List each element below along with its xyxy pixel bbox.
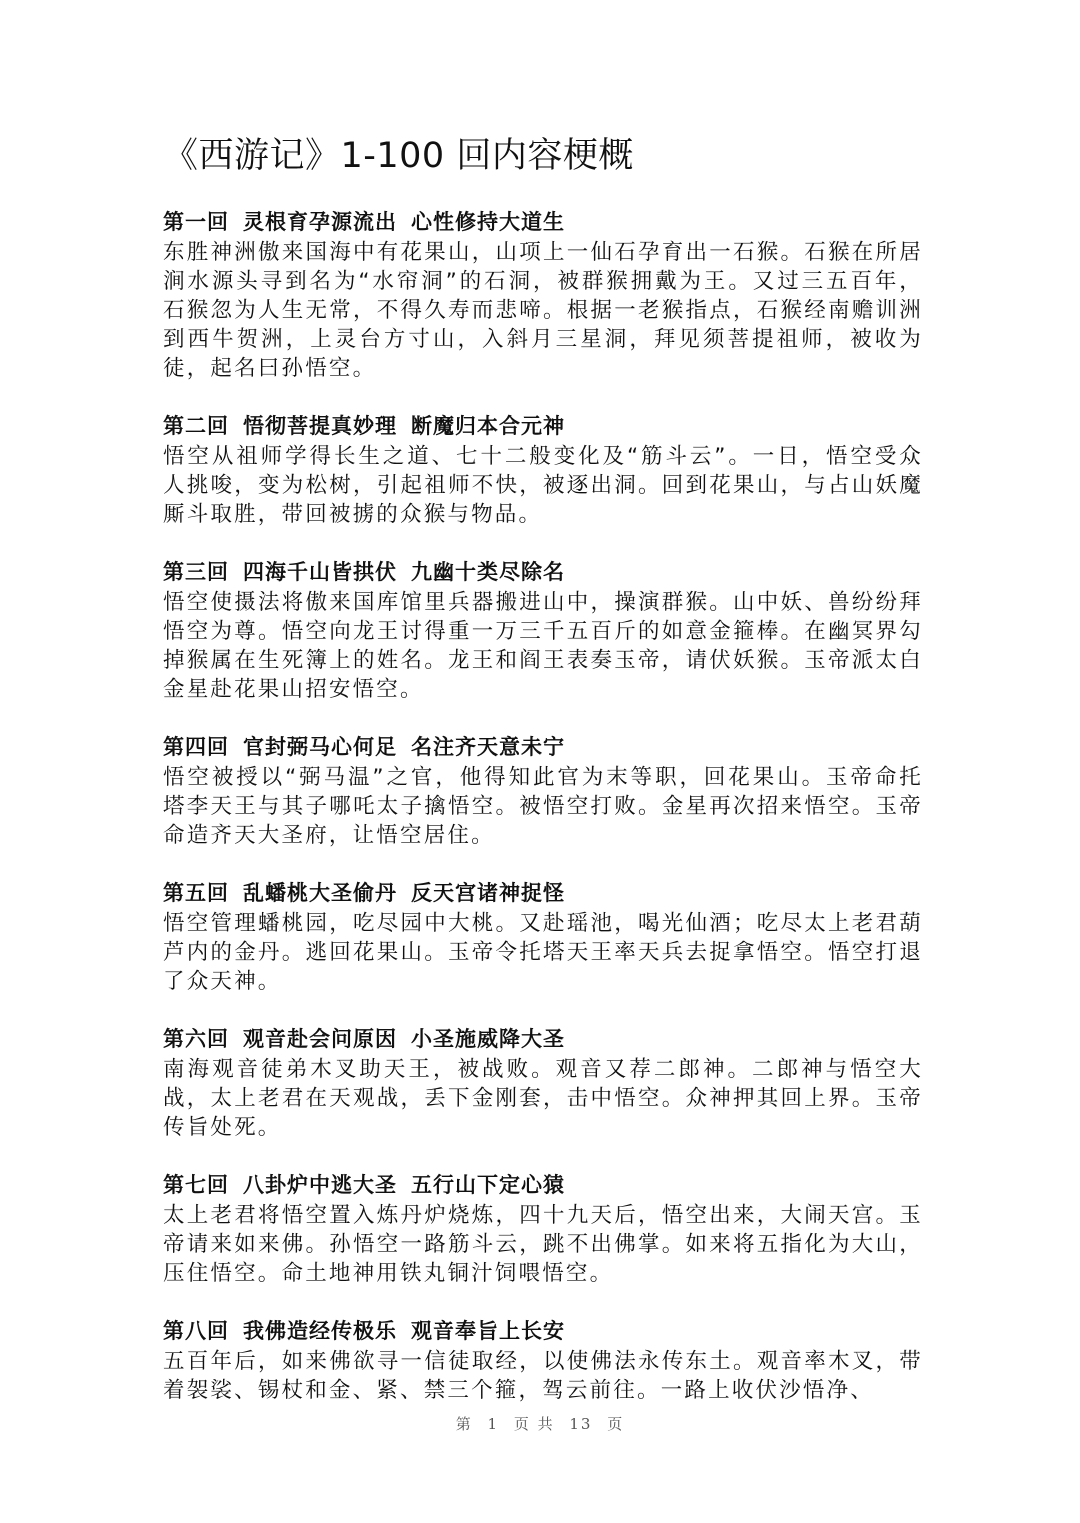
chapter-summary: 悟空从祖师学得长生之道、七十二般变化及“筋斗云”。一日，悟空受众人挑唆，变为松树，引起祖师不快，被逐出洞。回到花果山，与占山妖魔厮斗取胜，带回被掳的众猴与物品。 — [163, 444, 923, 527]
chapter-title-line-a: 观音赴会问原因 — [243, 1027, 397, 1051]
chapter-summary: 悟空被授以“弼马温”之官，他得知此官为末等职，回花果山。玉帝命托塔李天王与其子哪吒太子擒悟空。被悟空打败。金星再次招来悟空。玉帝命造齐天大圣府，让悟空居住。 — [163, 765, 923, 848]
chapter-title-line-a: 悟彻菩提真妙理 — [243, 414, 397, 438]
chapter-title-line-b: 观音奉旨上长安 — [411, 1319, 565, 1343]
chapter-heading — [163, 1023, 923, 1055]
chapter-heading — [163, 410, 923, 442]
total-page-count: 13 — [569, 1415, 593, 1433]
chapter-number: 第一回 — [163, 210, 229, 234]
chapter-number: 第七回 — [163, 1173, 229, 1197]
chapter-title-line-b: 反天宫诸神捉怪 — [411, 881, 565, 905]
chapter-number: 第八回 — [163, 1319, 229, 1343]
page-footer — [0, 1413, 1080, 1434]
chapter-title-line-a: 灵根育孕源流出 — [243, 210, 397, 234]
chapter-section — [163, 731, 923, 850]
chapter-summary: 五百年后，如来佛欲寻一信徒取经，以使佛法永传东土。观音率木叉，带着袈裟、锡杖和金、紧、禁三个箍，驾云前往。一路上收伏沙悟净、 — [163, 1349, 923, 1403]
chapter-heading — [163, 556, 923, 588]
chapter-section — [163, 556, 923, 704]
chapter-section — [163, 1169, 923, 1288]
chapter-title-line-b: 五行山下定心猿 — [411, 1173, 565, 1197]
chapter-heading — [163, 206, 923, 238]
chapter-section — [163, 206, 923, 383]
chapter-number: 第二回 — [163, 414, 229, 438]
page-prefix: 第 — [455, 1415, 473, 1433]
chapter-heading — [163, 1315, 923, 1347]
chapter-section — [163, 1023, 923, 1142]
current-page-number: 1 — [487, 1415, 500, 1433]
chapter-summary: 太上老君将悟空置入炼丹炉烧炼，四十九天后，悟空出来，大闹天宫。玉帝请来如来佛。孙悟空一路筋斗云，跳不出佛掌。如来将五指化为大山，压住悟空。命土地神用铁丸铜汁饲喂悟空。 — [163, 1203, 923, 1286]
chapter-title-line-a: 乱蟠桃大圣偷丹 — [243, 881, 397, 905]
chapter-summary: 悟空使摄法将傲来国库馆里兵器搬进山中，操演群猴。山中妖、兽纷纷拜悟空为尊。悟空向龙王讨得重一万三千五百斤的如意金箍棒。在幽冥界勾掉猴属在生死簿上的姓名。龙王和阎王表奏玉帝，请伏妖猴。玉帝派太白金星赴花果山招安悟空。 — [163, 590, 923, 702]
chapter-title-line-b: 断魔归本合元神 — [411, 414, 565, 438]
chapter-summary: 悟空管理蟠桃园，吃尽园中大桃。又赴瑶池，喝光仙酒；吃尽太上老君葫芦内的金丹。逃回花果山。玉帝令托塔天王率天兵去捉拿悟空。悟空打退了众天神。 — [163, 911, 923, 994]
chapter-number: 第四回 — [163, 735, 229, 759]
chapter-number: 第三回 — [163, 560, 229, 584]
chapter-summary: 东胜神洲傲来国海中有花果山，山项上一仙石孕育出一石猴。石猴在所居涧水源头寻到名为“水帘洞”的石洞，被群猴拥戴为王。又过三五百年，石猴忽为人生无常，不得久寿而悲啼。根据一老猴指点，石猴经南赡训洲到西牛贺洲，上灵台方寸山，入斜月三星洞，拜见须菩提祖师，被收为徒，起名曰孙悟空。 — [163, 240, 923, 381]
page-suffix: 页 — [607, 1415, 625, 1433]
chapter-title-line-a: 八卦炉中逃大圣 — [243, 1173, 397, 1197]
chapter-title-line-b: 小圣施威降大圣 — [411, 1027, 565, 1051]
chapter-section — [163, 410, 923, 529]
chapter-heading — [163, 731, 923, 763]
chapter-title-line-a: 官封弼马心何足 — [243, 735, 397, 759]
chapter-number: 第五回 — [163, 881, 229, 905]
chapter-title-line-a: 四海千山皆拱伏 — [243, 560, 397, 584]
chapter-section — [163, 877, 923, 996]
chapter-title-line-b: 名注齐天意未宁 — [411, 735, 565, 759]
page-mid-text: 页 共 — [513, 1415, 555, 1433]
chapter-number: 第六回 — [163, 1027, 229, 1051]
chapter-list — [163, 206, 923, 1432]
chapter-heading — [163, 877, 923, 909]
chapter-title-line-a: 我佛造经传极乐 — [243, 1319, 397, 1343]
chapter-title-line-b: 心性修持大道生 — [411, 210, 565, 234]
chapter-summary: 南海观音徒弟木叉助天王，被战败。观音又荐二郎神。二郎神与悟空大战，太上老君在天观战，丢下金刚套，击中悟空。众神押其回上界。玉帝传旨处死。 — [163, 1057, 923, 1140]
chapter-heading — [163, 1169, 923, 1201]
chapter-section — [163, 1315, 923, 1405]
document-title: 《西游记》1-100 回内容梗概 — [163, 136, 634, 176]
chapter-title-line-b: 九幽十类尽除名 — [411, 560, 565, 584]
